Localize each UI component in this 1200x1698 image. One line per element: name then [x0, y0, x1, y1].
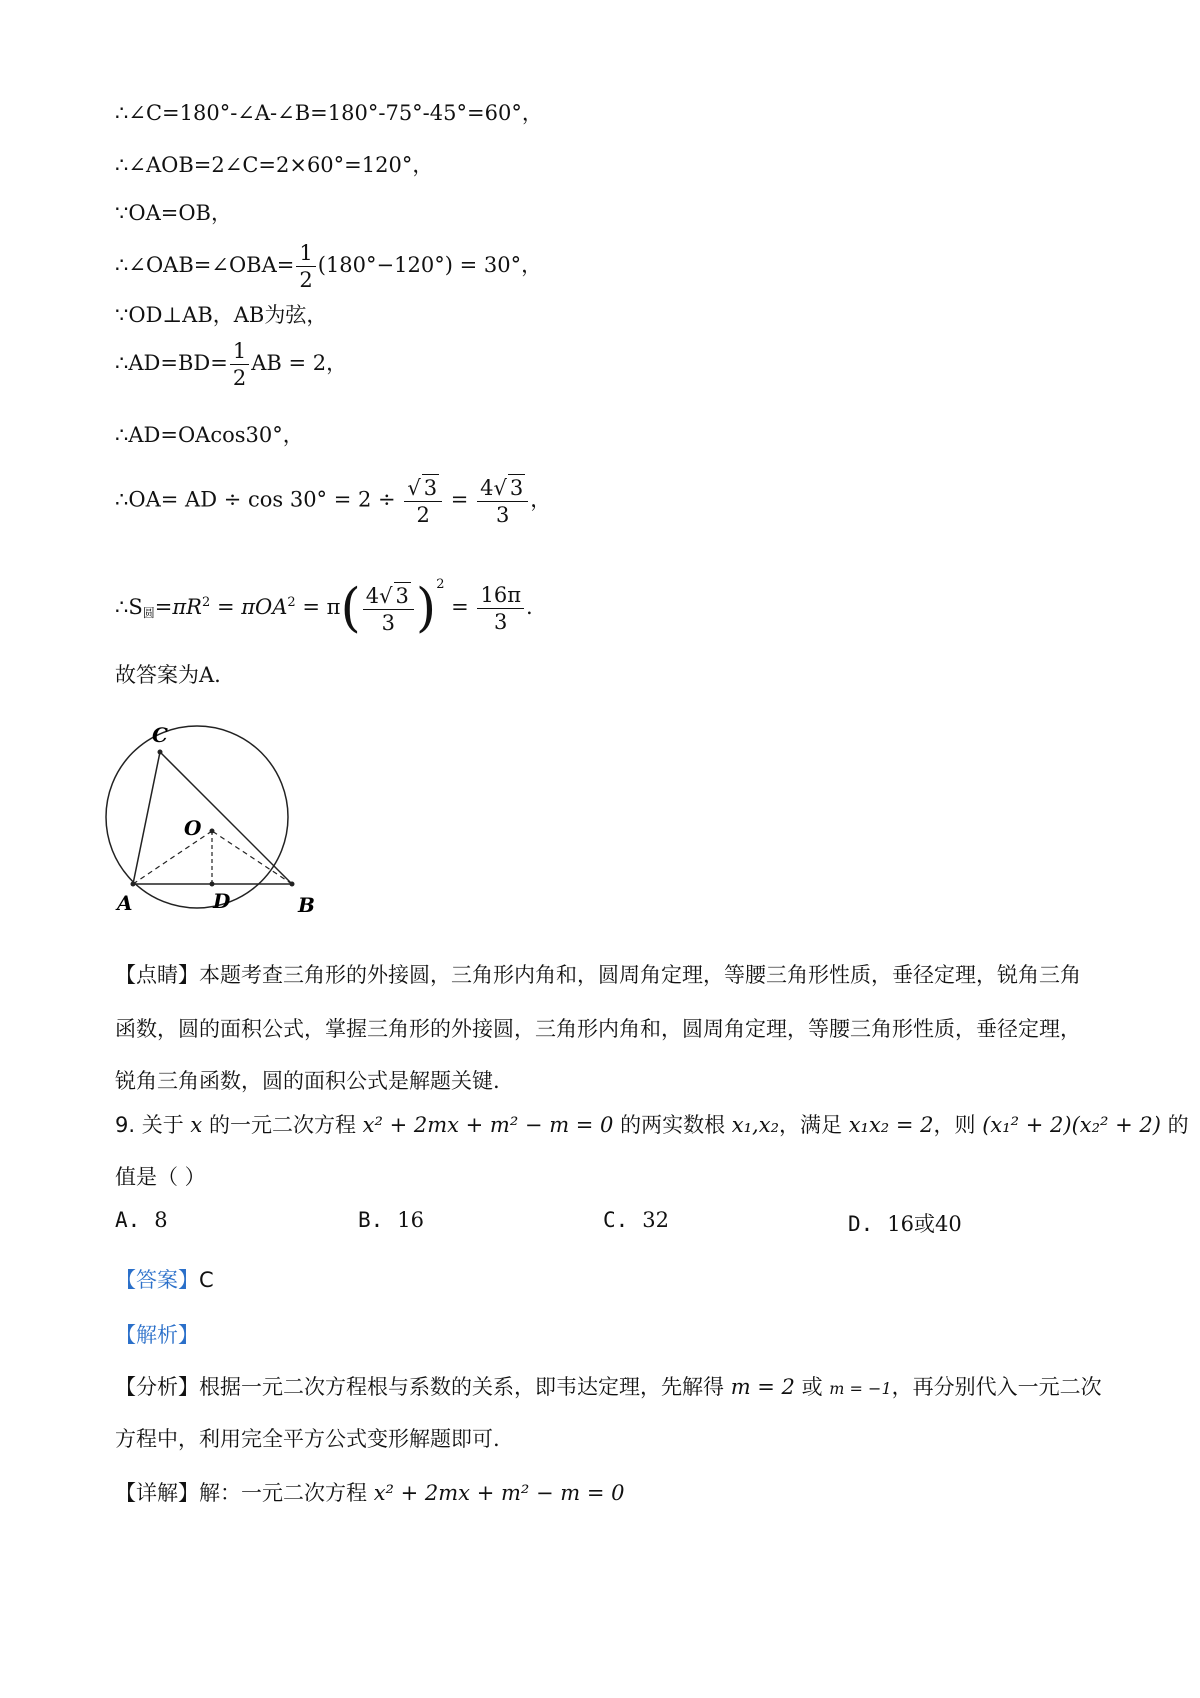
- answer-tag: 【答案】: [115, 1268, 199, 1292]
- fraction-4sqrt3-over-3: $\frac{4√ 3}{3}$: [363, 582, 414, 636]
- segment-cb: [160, 752, 292, 884]
- option-a[interactable]: A. 8: [115, 1208, 168, 1232]
- point-c: [158, 750, 163, 755]
- question-9-line-1: 9. 关于 x 的一元二次方程 x² + 2mx + m² − m = 0 的两实数根 x₁,x₂，满足 x₁x₂ = 2，则 (x₁² + 2)(x₂² + 2) 的: [115, 1113, 1189, 1137]
- label-o: O: [184, 816, 202, 840]
- review-line-1: 【点睛】本题考查三角形的外接圆，三角形内角和，圆周角定理，等腰三角形性质，垂径定理，锐角三角: [115, 963, 1081, 987]
- review-line-3: 锐角三角函数，圆的面积公式是解题关键.: [115, 1069, 500, 1093]
- review-line-2: 函数，圆的面积公式，掌握三角形的外接圆，三角形内角和，圆周角定理，等腰三角形性质，垂径定理，: [115, 1017, 1081, 1041]
- fenxi-line-1: 【分析】根据一元二次方程根与系数的关系，即韦达定理，先解得 m = 2 或 m = −1，再分别代入一元二次: [115, 1375, 1102, 1399]
- point-o: [210, 829, 215, 834]
- point-a: [131, 882, 136, 887]
- step-9: ∴S圆$=\pi R^2 = \pi OA^2 = \pi$( $\frac{4√ 3}{3}$ )$^2$ = $\frac{16\pi}{3}$ .: [115, 577, 533, 639]
- step-3: ∵OA=OB，: [115, 201, 232, 225]
- fraction-sqrt3-over-2: $\frac{√ 3}{2}$: [404, 474, 442, 528]
- fraction-16pi-over-3: $\frac{16\pi}{3}$: [477, 582, 524, 635]
- step-7: ∴AD=OAcos30°，: [115, 423, 304, 447]
- step-4: ∴∠OAB=∠OBA= $\frac{1}{2}$ (180°−120°) = 30°，: [115, 241, 543, 292]
- label-a: A: [117, 891, 133, 915]
- step-8: ∴OA= AD ÷ cos 30° = 2 ÷ $\frac{√ 3}{2}$ = $\frac{4√ 3}{3}$ ，: [115, 476, 552, 527]
- option-d[interactable]: D. 16或40: [848, 1212, 962, 1236]
- option-c[interactable]: C. 32: [603, 1208, 670, 1232]
- detail-line: 【详解】解：一元二次方程 x² + 2mx + m² − m = 0: [115, 1481, 625, 1505]
- answer-value: C: [199, 1268, 214, 1292]
- analysis-tag: 【解析】: [115, 1323, 199, 1347]
- fraction-half: $\frac{1}{2}$: [296, 240, 315, 293]
- answer-line: [115, 1265, 214, 1295]
- fraction-4sqrt3-over-3: $\frac{4√ 3}{3}$: [477, 474, 528, 528]
- fenxi-line-2: 方程中，利用完全平方公式变形解题即可.: [115, 1427, 500, 1451]
- step-1: ∴∠C=180°-∠A-∠B=180°-75°-45°=60°，: [115, 101, 543, 125]
- point-d: [210, 882, 215, 887]
- fraction-half: $\frac{1}{2}$: [230, 338, 249, 391]
- step-6: ∴AD=BD= $\frac{1}{2}$ AB = 2，: [115, 339, 348, 390]
- option-b[interactable]: B. 16: [358, 1208, 425, 1232]
- question-9-line-2: 值是（ ）: [115, 1165, 206, 1189]
- label-b: B: [298, 893, 315, 917]
- answer-statement: 故答案为A.: [115, 663, 221, 687]
- segment-ob-dashed: [212, 831, 292, 884]
- step-2: ∴∠AOB=2∠C=2×60°=120°，: [115, 153, 434, 177]
- circle-triangle-figure: [100, 712, 330, 922]
- step-5: ∵OD⊥AB，AB为弦，: [115, 303, 328, 327]
- label-d: D: [213, 889, 231, 913]
- label-c: C: [152, 723, 168, 747]
- segment-ca: [133, 752, 160, 884]
- point-b: [290, 882, 295, 887]
